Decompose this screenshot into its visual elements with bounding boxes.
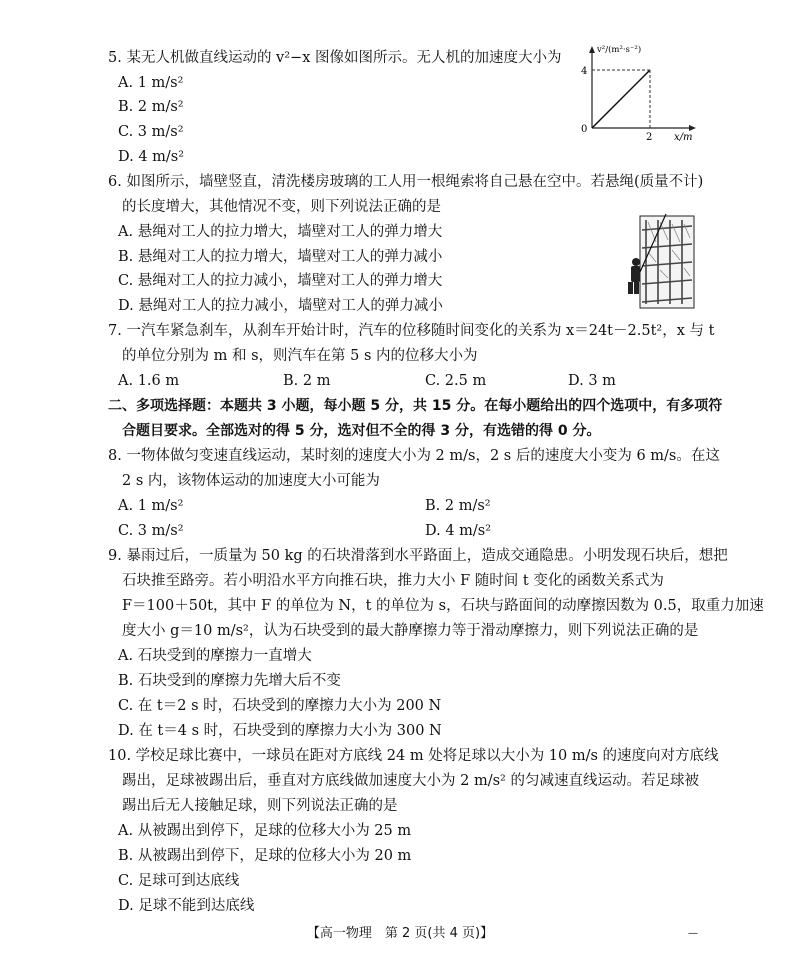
q10-stem-1: 10. 学校足球比赛中，一球员在距对方底线 24 m 处将足球以大小为 10 m/s 的速度向对方底线 [108,748,719,764]
q9-stem-3: F＝100＋50t，其中 F 的单位为 N，t 的单位为 s，石块与路面间的动摩擦因数为 0.5，取重力加速 [122,598,764,614]
q5-v2-x-graph [566,40,706,142]
q7-option-a: A. 1.6 m [118,373,180,389]
x-axis-arrow [689,125,696,131]
graph-y-label: v²/(m²·s⁻²) [597,45,642,55]
q8-option-a: A. 1 m/s² [118,498,184,514]
q9-option-c: C. 在 t＝2 s 时，石块受到的摩擦力大小为 200 N [118,698,442,714]
q9-stem-1: 9. 暴雨过后，一质量为 50 kg 的石块滑落到水平路面上，造成交通隐患。小明发现石块后，想把 [108,548,728,564]
page-footer: 【高一物理 第 2 页(共 4 页)】 [306,926,494,941]
q8-option-d: D. 4 m/s² [425,523,492,539]
q10-option-d: D. 足球不能到达底线 [118,898,255,914]
graph-x-tick: 2 [646,132,653,142]
q5-option-a: A. 1 m/s² [118,75,184,91]
q9-stem-2: 石块推至路旁。若小明沿水平方向推石块，推力大小 F 随时间 t 变化的函数关系式为 [122,573,664,589]
q8-stem-2: 2 s 内，该物体运动的加速度大小可能为 [122,473,380,489]
q5-option-b: B. 2 m/s² [118,99,184,115]
q6-option-d: D. 悬绳对工人的拉力减小，墙壁对工人的弹力减小 [118,298,443,314]
y-axis-arrow [589,46,595,53]
graph-y-tick: 4 [581,66,588,77]
q10-stem-2: 踢出，足球被踢出后，垂直对方底线做加速度大小为 2 m/s² 的匀减速直线运动。若足球被 [122,773,699,789]
q9-stem-4: 度大小 g＝10 m/s²，认为石块受到的最大静摩擦力等于滑动摩擦力，则下列说法正确的是 [122,623,699,639]
q8-option-c: C. 3 m/s² [118,523,184,539]
q9-option-b: B. 石块受到的摩擦力先增大后不变 [118,673,341,689]
graph-origin: 0 [581,124,588,135]
q7-stem-1: 7. 一汽车紧急刹车，从刹车开始计时，汽车的位移随时间变化的关系为 x＝24t－2.5t²，x 与 t [108,323,715,339]
q6-stem-2: 的长度增大，其他情况不变，则下列说法正确的是 [122,199,441,215]
q6-stem-1: 6. 如图所示，墙壁竖直，清洗楼房玻璃的工人用一根绳索将自己悬在空中。若悬绳(质量不计) [108,174,704,190]
q6-option-a: A. 悬绳对工人的拉力增大，墙壁对工人的弹力增大 [118,224,443,240]
q9-option-d: D. 在 t＝4 s 时，石块受到的摩擦力大小为 300 N [118,723,442,739]
q5-stem: 5. 某无人机做直线运动的 v²−x 图像如图所示。无人机的加速度大小为 [108,50,562,66]
q6-option-c: C. 悬绳对工人的拉力减小，墙壁对工人的弹力增大 [118,273,443,289]
graph-x-label: x/m [674,132,693,142]
q8-option-b: B. 2 m/s² [425,498,491,514]
q5-option-d: D. 4 m/s² [118,149,185,165]
q7-option-c: C. 2.5 m [425,373,487,389]
q10-option-b: B. 从被踢出到停下，足球的位移大小为 20 m [118,848,412,864]
q7-option-d: D. 3 m [568,373,616,389]
q10-option-c: C. 足球可到达底线 [118,873,240,889]
q7-option-b: B. 2 m [283,373,331,389]
worker [628,258,640,294]
q6-window-cleaner-figure [626,212,696,310]
q9-option-a: A. 石块受到的摩擦力一直增大 [118,648,312,664]
section-2-heading-line-2: 合题目要求。全部选对的得 5 分，选对但不全的得 3 分，有选错的得 0 分。 [122,423,601,439]
q7-stem-2: 的单位分别为 m 和 s，则汽车在第 5 s 内的位移大小为 [122,348,478,364]
q10-stem-3: 踢出后无人接触足球，则下列说法正确的是 [122,798,398,814]
q5-option-c: C. 3 m/s² [118,124,184,140]
corner-mark: — [688,928,698,939]
q6-option-b: B. 悬绳对工人的拉力增大，墙壁对工人的弹力减小 [118,249,443,265]
section-2-heading-line-1: 二、多项选择题：本题共 3 小题，每小题 5 分，共 15 分。在每小题给出的四个选项中，有多项符 [108,398,723,414]
q8-stem-1: 8. 一物体做匀变速直线运动，某时刻的速度大小为 2 m/s，2 s 后的速度大小变为 6 m/s。在这 [108,448,720,464]
v2-x-line [592,70,650,128]
q10-option-a: A. 从被踢出到停下，足球的位移大小为 25 m [118,823,412,839]
